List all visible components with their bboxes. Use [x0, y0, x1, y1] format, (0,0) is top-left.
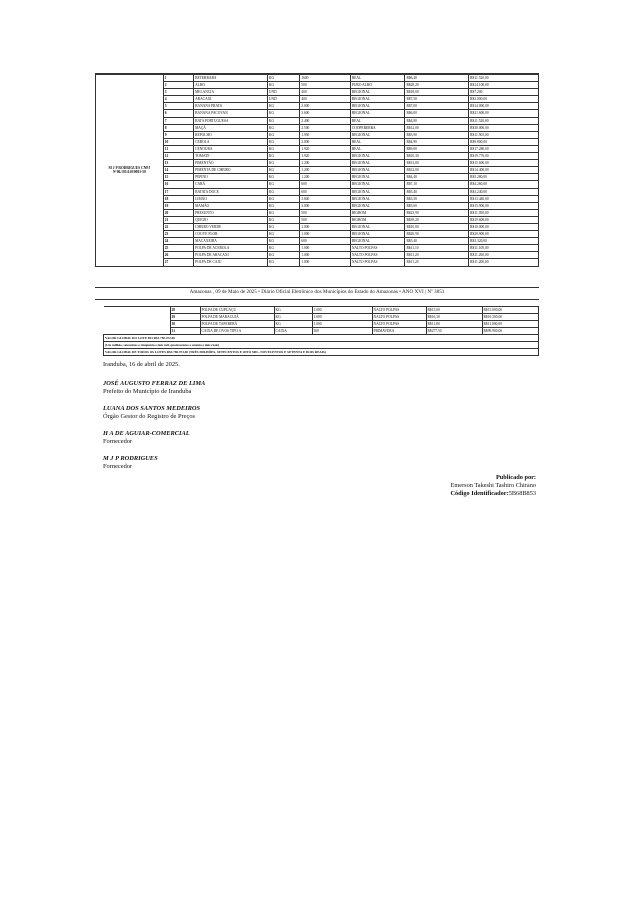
table-row	[104, 307, 539, 314]
item-quantity: 1.000	[300, 231, 351, 238]
item-brand: REGIONAL	[350, 131, 405, 138]
item-total: R$99.900,00	[482, 328, 539, 335]
summary-row	[104, 342, 539, 349]
item-number: 23	[163, 231, 193, 238]
item-unit: KG	[274, 321, 312, 328]
item-product: PRESUNTO	[194, 209, 268, 216]
item-unit: KG	[267, 188, 299, 195]
item-brand: REGIONAL	[350, 174, 405, 181]
item-number: 7	[163, 117, 193, 124]
item-number: 3	[163, 89, 193, 96]
item-product: POLPA DE ABACAXI	[194, 252, 268, 259]
item-product: POLPA DE CUPUAÇU	[200, 307, 274, 314]
signature-name: LUANA DOS SANTOS MEDEIROS	[103, 405, 201, 412]
item-quantity: 1600	[300, 75, 351, 82]
item-unit: KG	[267, 103, 299, 110]
item-brand: BIGBOM	[350, 216, 405, 223]
item-product: BETERRABA	[194, 75, 268, 82]
summary-row	[104, 349, 539, 356]
item-unit: KG	[267, 195, 299, 202]
item-product: BANANA PACOVAN	[194, 110, 268, 117]
city-date: Iranduba, 16 de abril de 2025.	[103, 361, 180, 368]
item-brand: REAL	[350, 75, 405, 82]
item-number: 19	[163, 202, 193, 209]
item-brand: REGIONAL	[350, 223, 405, 230]
item-total: R$14.100,00	[469, 82, 539, 89]
items-table	[95, 74, 539, 267]
item-quantity: 1.000	[300, 245, 351, 252]
total-lot: VALOR GLOBAL DO LOTE 003 R$1.750.472,00	[104, 335, 539, 342]
item-brand: REGIONAL	[350, 160, 405, 167]
item-number: 31	[170, 328, 200, 335]
item-unit-price: R$13,00	[405, 160, 469, 167]
item-number: 10	[163, 138, 193, 145]
item-total: R$20.900,00	[469, 231, 539, 238]
item-brand: REGIONAL	[350, 103, 405, 110]
item-total: R$11.200,00	[469, 252, 539, 259]
item-unit-price: R$18,00	[405, 89, 469, 96]
header-top-rule	[95, 287, 539, 288]
item-unit-price: R$11,20	[405, 252, 469, 259]
item-unit-price: R$11,10	[405, 245, 469, 252]
item-unit: KG	[267, 131, 299, 138]
supplier-cell: M J P RODRIGUES CNPJ Nº06.105.610/0001-50	[96, 75, 164, 267]
item-product: CEBOLA	[194, 138, 268, 145]
published-name: Emerson Takeshi Tashiro Chirano	[450, 482, 536, 489]
item-number: 9	[163, 131, 193, 138]
item-quantity: 2.000	[300, 103, 351, 110]
item-quantity: 3.840	[300, 195, 351, 202]
item-product: COUVE FLOR	[194, 231, 268, 238]
published-label: Publicado por:	[495, 474, 536, 481]
item-product: LIMÃO	[194, 195, 268, 202]
item-total: R$11.800,00	[482, 321, 539, 328]
item-unit: KG	[267, 174, 299, 181]
item-product: POLPA DE ACEROLA	[194, 245, 268, 252]
item-number: 11	[163, 145, 193, 152]
item-total: R$11.100,00	[469, 245, 539, 252]
item-product: BATATA DOCE	[194, 188, 268, 195]
item-brand: REGIONAL	[350, 195, 405, 202]
item-quantity: 400	[300, 96, 351, 103]
item-unit-price: R$4,80	[405, 117, 469, 124]
item-unit-price: R$16,30	[426, 314, 482, 321]
item-product: POLPA DE CAJU	[194, 259, 268, 266]
item-quantity: 1.000	[312, 321, 372, 328]
item-quantity: 2.500	[300, 124, 351, 131]
item-unit-price: R$4,90	[405, 138, 469, 145]
item-brand: REGIONAL	[350, 153, 405, 160]
item-quantity: 3.000	[300, 202, 351, 209]
item-product: CAIXA DE OVOS TIPO A	[200, 328, 274, 335]
item-brand: REAL	[350, 138, 405, 145]
item-unit-price: R$11,20	[405, 259, 469, 266]
item-brand: REAL	[350, 145, 405, 152]
signature-role: Fornecedor	[103, 438, 133, 445]
signature-role: Prefeito do Município de Iranduba	[103, 388, 192, 395]
item-product: CARÁ	[194, 181, 268, 188]
item-brand: NALTO POLPAS	[350, 252, 405, 259]
item-unit-price: R$6,40	[405, 75, 469, 82]
item-unit-price: R$10,00	[405, 223, 469, 230]
item-brand: PURO ALHO	[350, 82, 405, 89]
total-all: VALOR GLOBAL DE TODOS OS LOTES R$3.780.972,00 (TRÊS MILHÕES, SETECENTOS E OITO MIL, NOVECENTOS E SETENTA E DOIS REAIS)	[104, 349, 539, 356]
item-unit-price: R$12,00	[405, 124, 469, 131]
item-total: R$19.776,00	[469, 153, 539, 160]
table-row	[96, 75, 539, 82]
item-unit-price: R$9,00	[405, 145, 469, 152]
item-total: R$5.280,00	[469, 174, 539, 181]
item-total: R$3.240,00	[469, 188, 539, 195]
item-total: R$7.200	[469, 89, 539, 96]
item-number: 4	[163, 96, 193, 103]
item-total: R$14.400,00	[469, 167, 539, 174]
item-unit: KG	[267, 82, 299, 89]
item-number: 29	[170, 314, 200, 321]
item-number: 6	[163, 110, 193, 117]
item-unit-price: R$12,00	[405, 167, 469, 174]
item-total: R$3.000,00	[469, 96, 539, 103]
item-quantity: 500	[300, 209, 351, 216]
code-value: 5B68B853	[508, 490, 536, 497]
signature-block-1	[103, 380, 205, 396]
item-unit: KG	[274, 314, 312, 321]
item-brand: REGIONAL	[350, 89, 405, 96]
item-unit-price: R$5,40	[405, 188, 469, 195]
item-unit: KG	[267, 209, 299, 216]
publication-block	[450, 474, 536, 498]
item-unit: KG	[267, 216, 299, 223]
item-product: ALHO	[194, 82, 268, 89]
item-quantity: 1.000	[312, 307, 372, 314]
item-unit: KG	[267, 75, 299, 82]
item-brand: REGIONAL	[350, 188, 405, 195]
item-total: R$19.600,00	[469, 216, 539, 223]
item-quantity: 600	[300, 181, 351, 188]
signature-block-2	[103, 405, 200, 421]
item-product: BANANA PRATA	[194, 103, 268, 110]
item-unit: KG	[267, 202, 299, 209]
signature-block-3	[103, 430, 190, 446]
item-unit-price: R$3,50	[405, 195, 469, 202]
item-number: 27	[163, 259, 193, 266]
item-quantity: 1.950	[300, 131, 351, 138]
item-brand: COOPERERRA	[350, 124, 405, 131]
item-quantity: 600	[300, 188, 351, 195]
item-quantity: 600	[300, 238, 351, 245]
item-total: R$11.950,00	[469, 209, 539, 216]
item-total: R$13.440,00	[469, 195, 539, 202]
signature-name: H A DE AGUIAR-COMERCIAL	[103, 430, 190, 437]
item-product: PIMENTA DE CHEIRO	[194, 167, 268, 174]
item-quantity: 1.000	[300, 259, 351, 266]
item-unit-price: R$277,50	[426, 328, 482, 335]
item-unit-price: R$7,50	[405, 96, 469, 103]
item-quantity: 1.000	[300, 223, 351, 230]
item-quantity: 400	[300, 89, 351, 96]
item-total: R$17.280,00	[469, 145, 539, 152]
item-number: 16	[163, 181, 193, 188]
item-number: 15	[163, 174, 193, 181]
item-unit-price: R$7,00	[405, 103, 469, 110]
item-unit-price: R$10,30	[405, 153, 469, 160]
item-total: R$10.000,00	[469, 223, 539, 230]
item-brand: NALTO POLPAS	[372, 321, 426, 328]
supplier-cell-continued	[104, 307, 171, 335]
item-unit-price: R$20,90	[405, 231, 469, 238]
item-brand: REGIONAL	[350, 181, 405, 188]
item-unit: KG	[267, 231, 299, 238]
item-quantity: 3.600	[300, 110, 351, 117]
item-product: ABACAXI	[194, 96, 268, 103]
item-product: BATA PORTUGUESA	[194, 117, 268, 124]
item-brand: NALTO POLPAS	[350, 259, 405, 266]
item-total: R$11.520,00	[469, 75, 539, 82]
item-total: R$11.520,00	[469, 117, 539, 124]
item-brand: NALTO POLPAS	[372, 314, 426, 321]
item-unit: KG	[267, 167, 299, 174]
items-table-continued	[103, 306, 539, 356]
item-unit: KG	[267, 124, 299, 131]
item-brand: REGIONAL	[350, 167, 405, 174]
item-product: PEPINO	[194, 174, 268, 181]
item-total: R$14.000,00	[469, 103, 539, 110]
item-product: POLPA DE MARACUJÁ	[200, 314, 274, 321]
item-product: CENOURA	[194, 145, 268, 152]
item-unit-price: R$28,20	[405, 82, 469, 89]
item-unit: KG	[267, 145, 299, 152]
item-unit: KG	[267, 138, 299, 145]
item-product: MAÇÃ	[194, 124, 268, 131]
item-number: 24	[163, 238, 193, 245]
page-header: Amazonas , 09 de Maio de 2025 • Diário Oficial Eletrônico dos Municípios do Estado do Amazonas • ANO XVI | Nº 3851	[189, 289, 445, 295]
item-unit-price: R$6,00	[405, 110, 469, 117]
item-number: 12	[163, 153, 193, 160]
item-brand: BIGBOM	[350, 209, 405, 216]
item-total: R$21.600,00	[469, 110, 539, 117]
item-quantity: 1.000	[312, 314, 372, 321]
item-quantity: 1.920	[300, 153, 351, 160]
item-brand: REAL	[350, 117, 405, 124]
item-product: PIMENTÃO	[194, 160, 268, 167]
item-product: MAMÃO	[194, 202, 268, 209]
item-unit: CAIXA	[274, 328, 312, 335]
item-number: 2	[163, 82, 193, 89]
item-brand: NALTO POLPAS	[372, 307, 426, 314]
item-unit-price: R$5,40	[405, 238, 469, 245]
item-unit: KG	[267, 153, 299, 160]
item-quantity: 500	[300, 216, 351, 223]
signature-name: JOSÉ AUGUSTO FERRAZ DE LIMA	[103, 380, 206, 387]
signature-role: Fornecedor	[103, 463, 133, 470]
item-total: R$9.800,00	[469, 138, 539, 145]
item-product: CHEIRO VERDE	[194, 223, 268, 230]
item-quantity: 1.000	[300, 252, 351, 259]
item-total: R$11.505,00	[469, 131, 539, 138]
item-product: REPOLHO	[194, 131, 268, 138]
item-quantity: 1.920	[300, 145, 351, 152]
item-unit: KG	[267, 238, 299, 245]
item-number: 28	[170, 307, 200, 314]
item-unit: KG	[267, 245, 299, 252]
item-quantity: 2.400	[300, 117, 351, 124]
code-label: Código Identificador:	[450, 490, 509, 497]
item-product: TOMATE	[194, 153, 268, 160]
item-brand: REGIONAL	[350, 238, 405, 245]
signature-block-4	[103, 455, 158, 471]
item-number: 21	[163, 216, 193, 223]
item-number: 20	[163, 209, 193, 216]
item-unit-price: R$15,00	[426, 307, 482, 314]
signature-role: Órgão Gestor do Registro de Preços	[103, 413, 195, 420]
item-unit-price: R$4,40	[405, 174, 469, 181]
item-brand: REGIONAL	[350, 110, 405, 117]
item-quantity: 360	[312, 328, 372, 335]
summary-row	[104, 335, 539, 342]
item-brand: PRIMAVERA	[372, 328, 426, 335]
item-total: R$4.260,00	[469, 181, 539, 188]
item-total: R$30.000,00	[469, 124, 539, 131]
item-quantity: 1.200	[300, 160, 351, 167]
item-quantity: 2.000	[300, 138, 351, 145]
item-number: 30	[170, 321, 200, 328]
item-product: MACAXEIRA	[194, 238, 268, 245]
item-unit: KG	[267, 223, 299, 230]
item-brand: REGIONAL	[350, 202, 405, 209]
item-brand: REGIONAL	[350, 231, 405, 238]
item-number: 18	[163, 195, 193, 202]
item-unit-price: R$23,90	[405, 209, 469, 216]
item-unit-price: R$5,90	[405, 131, 469, 138]
item-number: 8	[163, 124, 193, 131]
item-total: R$15.600,00	[469, 160, 539, 167]
item-number: 13	[163, 160, 193, 167]
item-unit: KG	[267, 110, 299, 117]
item-brand: NALTO POLPAS	[350, 245, 405, 252]
item-total: R$16.300,00	[482, 314, 539, 321]
item-number: 1	[163, 75, 193, 82]
item-product: QUEIJO	[194, 216, 268, 223]
item-product: POLPA DE TAPEREBÁ	[200, 321, 274, 328]
item-unit-price: R$7,10	[405, 181, 469, 188]
item-unit: KG	[267, 252, 299, 259]
item-total: R$3.320,00	[469, 238, 539, 245]
item-unit-price: R$5,00	[405, 202, 469, 209]
item-unit-price: R$11,80	[426, 321, 482, 328]
item-number: 17	[163, 188, 193, 195]
item-total: R$15.900,00	[469, 202, 539, 209]
item-total: R$15.000,00	[482, 307, 539, 314]
signature-name: M J P RODRIGUES	[103, 455, 158, 462]
item-unit: KG	[267, 117, 299, 124]
item-quantity: 500	[300, 82, 351, 89]
item-unit-price: R$39,20	[405, 216, 469, 223]
item-unit: UND	[267, 96, 299, 103]
item-unit: KG	[267, 181, 299, 188]
total-lot-words: (Um milhão, setecentos e cinquenta e dois mil, quatrocentos e setenta e dois reais)	[104, 342, 539, 349]
item-number: 26	[163, 252, 193, 259]
item-quantity: 1.200	[300, 174, 351, 181]
item-number: 22	[163, 223, 193, 230]
item-number: 25	[163, 245, 193, 252]
item-brand: REGIONAL	[350, 96, 405, 103]
item-unit: KG	[267, 259, 299, 266]
item-total: R$11.200,00	[469, 259, 539, 266]
item-unit: KG	[267, 160, 299, 167]
item-unit: UND	[267, 89, 299, 96]
header-bottom-rule	[95, 299, 539, 300]
item-number: 5	[163, 103, 193, 110]
item-unit: KG	[274, 307, 312, 314]
item-number: 14	[163, 167, 193, 174]
item-product: MELANCIA	[194, 89, 268, 96]
item-quantity: 1.200	[300, 167, 351, 174]
